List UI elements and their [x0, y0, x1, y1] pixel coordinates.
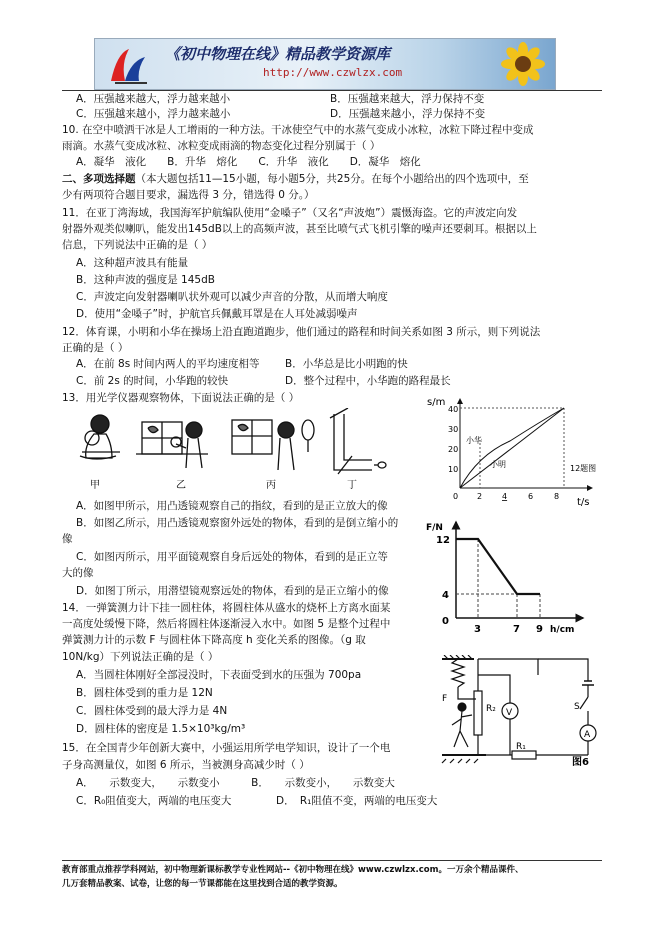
q15-stem-line2: 子身高测量仪，如图 6 所示，当被测身高减少时（ ） — [62, 759, 310, 771]
header-banner — [94, 38, 556, 90]
chart14-xtick-9: 9 — [536, 624, 543, 635]
q11-stem-line2: 射器外观类似喇叭，能发出145dB以上的高频声波，甚至比喷气式飞机引擎的噪声还要刺耳。根据以上 — [62, 223, 537, 235]
q14-stem-line2: 一高度处缓慢下降，然后将圆柱体逐渐浸入水中。如图 5 是整个过程中 — [62, 618, 391, 630]
chart12-legend-xiaohua: 小华 — [466, 436, 482, 445]
q11-stem-line1: 11．在亚丁湾海域，我国海军护航编队使用“金嗓子”（又名“声波炮”）震慑海盗。它的声波定向发 — [62, 207, 518, 219]
resistor-r1 — [512, 751, 536, 759]
q12-option-c: C．前 2s 的时间，小华跑的较快 — [76, 375, 229, 387]
optics-illustrations — [72, 408, 412, 490]
fig6-label-f: F — [442, 694, 448, 704]
q13-option-d: D．如图丁所示，用潜望镜观察远处的物体，看到的是正立缩小的像 — [76, 585, 389, 597]
figure-yi-window — [136, 422, 208, 468]
q13-option-c-line1: C．如图丙所示，用平面镜观察自身后远处的物体，看到的是正立等 — [76, 551, 388, 563]
chart14-ylabel: F/N — [426, 523, 443, 533]
q13-option-b-line1: B．如图乙所示，用凸透镜观察窗外远处的物体，看到的是倒立缩小的 — [76, 517, 399, 529]
chart12-ytick-10: 10 — [448, 465, 459, 474]
chart12-ytick-30: 30 — [448, 425, 459, 434]
chart12-ytick-40: 40 — [448, 405, 459, 414]
chart12-ylabel: s/m — [427, 397, 446, 408]
chart12-caption: 12题图 — [570, 464, 597, 473]
q12-option-a: A．在前 8s 时间内两人的平均速度相等 — [76, 358, 260, 370]
q12-stem-line2: 正确的是（ ） — [62, 342, 129, 354]
footer-line2: 几万套精品教案、试卷，让您的每一节课都能在这里找到合适的教学资源。 — [62, 879, 343, 889]
section2-heading: 二、多项选择题 — [62, 173, 136, 185]
section2-line2: 少有两项符合题目要求，漏选得 3 分，错选得 0 分。） — [62, 189, 315, 201]
chart12-xtick-4: 4 — [502, 492, 508, 501]
q15-stem-line1: 15．在全国青少年创新大赛中，小强运用所学电学知识，设计了一个电 — [62, 742, 391, 754]
q9-option-b: B．压强越来越大，浮力保持不变 — [330, 93, 485, 105]
fig6-label-s: S — [574, 702, 580, 712]
q10-stem-line1: 10. 在空中喷洒干冰是人工增雨的一种方法。干冰使空气中的水蒸气变成小冰粒，冰粒下降过程中变成 — [62, 124, 534, 136]
chart14-force-line — [456, 539, 540, 594]
q12-option-d: D．整个过程中，小华跑的路程最长 — [285, 375, 451, 387]
chart14-xtick-3: 3 — [474, 624, 481, 635]
q13-option-b-line2: 像 — [62, 533, 73, 545]
resistor-r2 — [474, 691, 482, 735]
q9-option-c: C．压强越来越小，浮力越来越小 — [76, 108, 231, 120]
section2-intro — [62, 172, 529, 187]
q14-option-c: C．圆柱体受到的最大浮力是 4N — [76, 705, 228, 717]
chart12-ytick-20: 20 — [448, 445, 459, 454]
figure-6-circuit — [438, 655, 603, 767]
chart14-ytick-4: 4 — [442, 590, 449, 601]
q9-option-d: D．压强越来越小，浮力保持不变 — [330, 108, 486, 120]
fig6-label-v: V — [506, 708, 513, 718]
fig6-label-a: A — [584, 730, 591, 740]
switch-s — [580, 697, 588, 709]
footer-line1: 教育部重点推荐学科网站，初中物理新课标教学专业性网站--《初中物理在线》www.czwlzx.com。一万余个精品课件、 — [62, 865, 524, 875]
chart12-xtick-8: 8 — [554, 492, 560, 501]
q15-options-ab: A． 示数变大， 示数变小 B． 示数变小， 示数变大 — [76, 777, 395, 789]
q15-option-d: D． R₁阻值不变，两端的电压变大 — [276, 795, 438, 807]
label-jia: 甲 — [90, 480, 100, 490]
q13-stem: 13．用光学仪器观察物体，下面说法正确的是（ ） — [62, 392, 300, 404]
header-url: http://www.czwlzx.com — [263, 66, 403, 79]
fig6-caption: 图6 — [572, 757, 589, 767]
q14-stem-line3: 弹簧测力计的示数 F 与圆柱体下降高度 h 变化关系的图像。（g 取 — [62, 634, 366, 646]
figure-bing-mirror — [232, 420, 314, 470]
q12-stem-line1: 12．体育课，小明和小华在操场上沿直跑道跑步，他们通过的路程和时间关系如图 3 所示，则下列说法 — [62, 326, 541, 338]
chart14-ytick-0: 0 — [442, 616, 449, 627]
chart-12-st-graph — [420, 393, 605, 513]
q11-option-d: D．使用“金嗓子”时，护航官兵佩戴耳罩是在人耳处减弱噪声 — [76, 308, 358, 320]
spring-icon — [452, 659, 464, 687]
label-ding: 丁 — [347, 480, 357, 490]
q11-stem-line3: 信息，下列说法中正确的是（ ） — [62, 239, 213, 251]
q9-option-a: A．压强越来越大，浮力越来越小 — [76, 93, 231, 105]
chart14-xlabel: h/cm — [550, 625, 575, 635]
header-rule — [62, 90, 602, 91]
series-xiaoming-line — [460, 408, 564, 488]
q11-option-a: A．这种超声波具有能量 — [76, 257, 189, 269]
q10-options: A．凝华 液化 B．升华 熔化 C．升华 液化 D．凝华 熔化 — [76, 156, 421, 168]
q11-option-b: B．这种声波的强度是 145dB — [76, 274, 215, 286]
label-bing: 丙 — [266, 480, 276, 490]
chart12-legend-xiaoming: 小明 — [490, 460, 506, 469]
chart12-xtick-2: 2 — [477, 492, 483, 501]
q14-option-d: D．圆柱体的密度是 1.5×10³kg/m³ — [76, 723, 246, 735]
footer-rule — [62, 860, 602, 861]
q14-stem-line4: 10N/kg）下列说法正确的是（ ） — [62, 651, 219, 663]
logo-icon — [107, 43, 151, 85]
q13-option-a: A．如图甲所示，用凸透镜观察自己的指纹，看到的是正立放大的像 — [76, 500, 388, 512]
fig6-label-r1: R₁ — [516, 742, 526, 752]
sunflower-icon — [495, 41, 551, 87]
chart-14-fh-graph — [418, 516, 608, 642]
q11-option-c: C．声波定向发射器喇叭状外观可以减少声音的分散，从而增大响度 — [76, 291, 388, 303]
section2-line1: （本大题包括11—15小题，每小题5分，共25分。在每个小题给出的四个选项中，至 — [135, 173, 529, 185]
chart12-xtick-0: 0 — [453, 492, 459, 501]
chart12-xlabel: t/s — [577, 497, 590, 508]
fig6-label-r2: R₂ — [486, 704, 496, 714]
header-title: 《初中物理在线》精品教学资源库 — [165, 45, 391, 63]
chart14-ytick-12: 12 — [436, 535, 450, 546]
q14-option-a: A．当圆柱体刚好全部浸没时，下表面受到水的压强为 700pa — [76, 669, 362, 681]
q13-option-c-line2: 大的像 — [62, 567, 94, 579]
q14-stem-line1: 14．一弹簧测力计下挂一圆柱体，将圆柱体从盛水的烧杯上方离水面某 — [62, 602, 391, 614]
q14-option-b: B．圆柱体受到的重力是 12N — [76, 687, 213, 699]
chart12-xtick-6: 6 — [528, 492, 534, 501]
label-yi: 乙 — [176, 480, 186, 490]
chart14-xtick-7: 7 — [513, 624, 520, 635]
q12-option-b: B．小华总是比小明跑的快 — [285, 358, 408, 370]
q10-stem-line2: 雨滴。水蒸气变成冰粒、冰粒变成雨滴的物态变化过程分别属于（ ） — [62, 140, 381, 152]
figure-ding-periscope — [330, 408, 386, 474]
figure-jia-magnifier — [80, 415, 120, 459]
q15-option-c: C．R₀阻值变大，两端的电压变大 — [76, 795, 232, 807]
